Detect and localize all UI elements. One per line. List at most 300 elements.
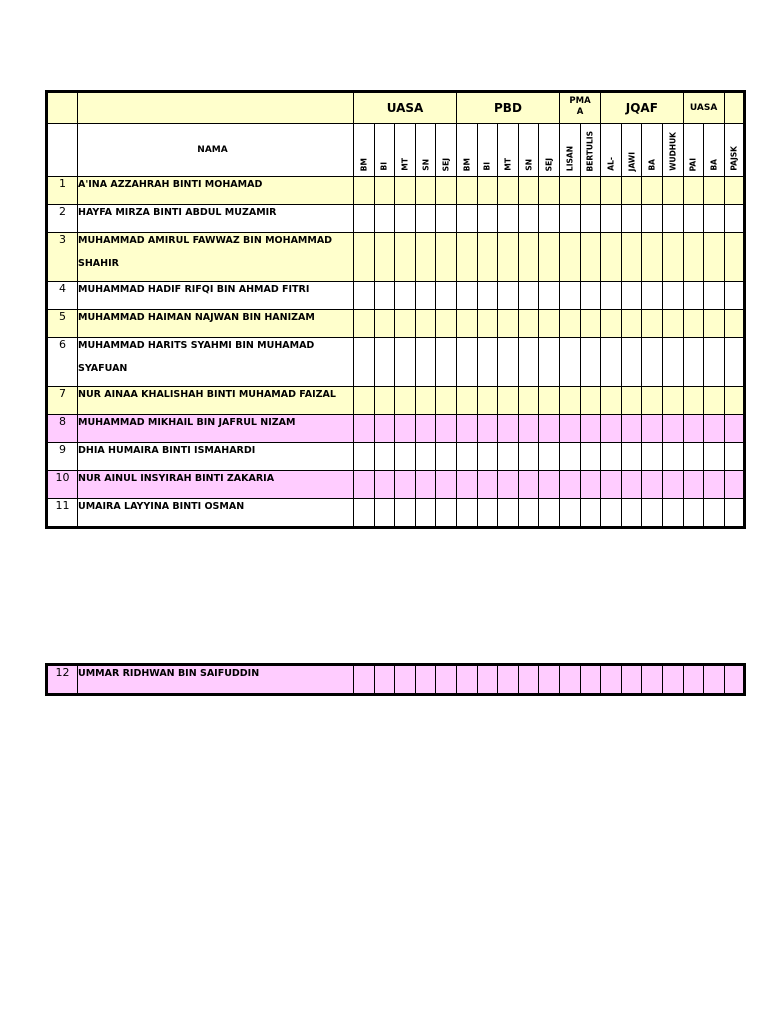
mark-cell[interactable] [436, 471, 457, 499]
mark-cell[interactable] [621, 387, 642, 415]
mark-cell[interactable] [662, 415, 683, 443]
mark-cell[interactable] [580, 471, 601, 499]
mark-cell[interactable] [436, 415, 457, 443]
mark-cell[interactable] [395, 205, 416, 233]
mark-cell[interactable] [498, 471, 519, 499]
mark-cell[interactable] [477, 338, 498, 387]
mark-cell[interactable] [518, 233, 539, 282]
student-name: UMMAR RIDHWAN BIN SAIFUDDIN [78, 668, 260, 679]
mark-cell[interactable] [580, 415, 601, 443]
mark-cell[interactable] [518, 205, 539, 233]
mark-cell[interactable] [601, 233, 622, 282]
student-name-cell [78, 471, 354, 499]
mark-cell[interactable] [415, 443, 436, 471]
mark-cell[interactable] [395, 499, 416, 528]
mark-cell[interactable] [395, 338, 416, 387]
student-name-cell [78, 665, 354, 695]
mark-cell[interactable] [539, 177, 560, 205]
subject-label: BM [359, 157, 369, 171]
mark-cell[interactable] [518, 177, 539, 205]
mark-cell[interactable] [539, 282, 560, 310]
mark-cell[interactable] [642, 499, 663, 528]
student-name-cell [78, 205, 354, 233]
mark-cell[interactable] [662, 471, 683, 499]
student-name-cell [78, 415, 354, 443]
mark-cell[interactable] [456, 310, 477, 338]
mark-cell[interactable] [374, 499, 395, 528]
mark-cell[interactable] [539, 471, 560, 499]
mark-cell[interactable] [704, 338, 725, 387]
mark-cell[interactable] [374, 233, 395, 282]
subject-label: PAI [688, 157, 698, 171]
mark-cell[interactable] [704, 387, 725, 415]
mark-cell[interactable] [724, 415, 744, 443]
subject-header-2 [395, 124, 416, 177]
mark-cell[interactable] [724, 443, 744, 471]
subject-label: PAJSK [728, 146, 738, 171]
mark-cell[interactable] [621, 665, 642, 695]
mark-cell[interactable] [662, 387, 683, 415]
mark-cell[interactable] [395, 415, 416, 443]
mark-cell[interactable] [539, 387, 560, 415]
mark-cell[interactable] [601, 471, 622, 499]
mark-cell[interactable] [539, 205, 560, 233]
mark-cell[interactable] [539, 310, 560, 338]
mark-cell[interactable] [621, 338, 642, 387]
mark-cell[interactable] [354, 177, 375, 205]
row-number: 9 [47, 443, 78, 471]
mark-cell[interactable] [498, 282, 519, 310]
subject-label: SN [420, 159, 430, 171]
mark-cell[interactable] [354, 338, 375, 387]
mark-cell[interactable] [662, 665, 683, 695]
subject-label: JAWI [626, 151, 636, 171]
mark-cell[interactable] [580, 282, 601, 310]
mark-cell[interactable] [704, 233, 725, 282]
mark-cell[interactable] [621, 499, 642, 528]
subject-label: BI [482, 162, 492, 171]
mark-cell[interactable] [354, 387, 375, 415]
mark-cell[interactable] [683, 499, 704, 528]
mark-cell[interactable] [559, 415, 580, 443]
mark-cell[interactable] [518, 282, 539, 310]
row-number: 7 [47, 387, 78, 415]
mark-cell[interactable] [683, 205, 704, 233]
mark-cell[interactable] [354, 443, 375, 471]
mark-cell[interactable] [498, 205, 519, 233]
mark-cell[interactable] [456, 471, 477, 499]
mark-cell[interactable] [683, 310, 704, 338]
mark-cell[interactable] [415, 471, 436, 499]
mark-cell[interactable] [374, 310, 395, 338]
mark-cell[interactable] [498, 177, 519, 205]
mark-cell[interactable] [724, 471, 744, 499]
mark-cell[interactable] [354, 471, 375, 499]
mark-cell[interactable] [580, 338, 601, 387]
mark-cell[interactable] [498, 415, 519, 443]
mark-cell[interactable] [559, 443, 580, 471]
mark-cell[interactable] [374, 443, 395, 471]
mark-cell[interactable] [601, 499, 622, 528]
mark-cell[interactable] [559, 471, 580, 499]
mark-cell[interactable] [456, 233, 477, 282]
mark-cell[interactable] [374, 387, 395, 415]
mark-cell[interactable] [621, 415, 642, 443]
subject-header-15 [662, 124, 683, 177]
mark-cell[interactable] [518, 443, 539, 471]
mark-cell[interactable] [374, 415, 395, 443]
student-name-cell [78, 387, 354, 415]
mark-cell[interactable] [642, 443, 663, 471]
row-number: 5 [47, 310, 78, 338]
mark-cell[interactable] [559, 665, 580, 695]
mark-cell[interactable] [498, 338, 519, 387]
mark-cell[interactable] [456, 415, 477, 443]
mark-cell[interactable] [374, 205, 395, 233]
mark-cell[interactable] [601, 338, 622, 387]
mark-cell[interactable] [436, 499, 457, 528]
mark-cell[interactable] [415, 310, 436, 338]
mark-cell[interactable] [621, 310, 642, 338]
mark-cell[interactable] [498, 310, 519, 338]
mark-cell[interactable] [642, 310, 663, 338]
mark-cell[interactable] [354, 310, 375, 338]
mark-cell[interactable] [395, 387, 416, 415]
student-name: NUR AINUL INSYIRAH BINTI ZAKARIA [78, 473, 275, 484]
student-name-cell [78, 233, 354, 282]
subject-label: BI [379, 162, 389, 171]
mark-cell[interactable] [642, 387, 663, 415]
group-uasa: UASA [354, 92, 457, 124]
mark-cell[interactable] [395, 471, 416, 499]
number-header [47, 124, 78, 177]
mark-cell[interactable] [580, 310, 601, 338]
mark-cell[interactable] [683, 233, 704, 282]
subject-label: LISAN [564, 145, 574, 171]
table-row [47, 282, 745, 310]
mark-cell[interactable] [683, 338, 704, 387]
mark-cell[interactable] [724, 499, 744, 528]
corner-cell [47, 92, 78, 124]
mark-cell[interactable] [456, 443, 477, 471]
mark-cell[interactable] [662, 338, 683, 387]
mark-cell[interactable] [415, 338, 436, 387]
mark-cell[interactable] [642, 205, 663, 233]
mark-cell[interactable] [415, 387, 436, 415]
mark-cell[interactable] [477, 177, 498, 205]
mark-cell[interactable] [395, 310, 416, 338]
row-number: 8 [47, 415, 78, 443]
subject-header-16 [683, 124, 704, 177]
subject-header-17 [704, 124, 725, 177]
mark-cell[interactable] [374, 177, 395, 205]
mark-cell[interactable] [683, 415, 704, 443]
mark-cell[interactable] [559, 387, 580, 415]
mark-cell[interactable] [704, 282, 725, 310]
mark-cell[interactable] [724, 233, 744, 282]
mark-cell[interactable] [477, 310, 498, 338]
mark-cell[interactable] [559, 310, 580, 338]
mark-cell[interactable] [374, 338, 395, 387]
table-row [47, 499, 745, 528]
mark-cell[interactable] [477, 205, 498, 233]
mark-cell[interactable] [559, 233, 580, 282]
row-number: 12 [47, 665, 78, 695]
mark-cell[interactable] [456, 177, 477, 205]
student-name: MUHAMMAD HADIF RIFQI BIN AHMAD FITRI [78, 284, 310, 295]
mark-cell[interactable] [518, 310, 539, 338]
mark-cell[interactable] [601, 415, 622, 443]
table-row [47, 471, 745, 499]
student-name-cell [78, 443, 354, 471]
mark-cell[interactable] [415, 499, 436, 528]
mark-cell[interactable] [518, 499, 539, 528]
mark-cell[interactable] [683, 471, 704, 499]
mark-cell[interactable] [395, 177, 416, 205]
mark-cell[interactable] [539, 665, 560, 695]
mark-cell[interactable] [704, 415, 725, 443]
mark-cell[interactable] [601, 205, 622, 233]
mark-cell[interactable] [354, 282, 375, 310]
mark-cell[interactable] [436, 233, 457, 282]
mark-cell[interactable] [415, 415, 436, 443]
mark-cell[interactable] [415, 233, 436, 282]
mark-cell[interactable] [374, 665, 395, 695]
mark-cell[interactable] [436, 387, 457, 415]
mark-cell[interactable] [518, 338, 539, 387]
mark-cell[interactable] [642, 233, 663, 282]
student-name-cell [78, 338, 354, 387]
mark-cell[interactable] [498, 499, 519, 528]
mark-cell[interactable] [559, 177, 580, 205]
mark-cell[interactable] [539, 233, 560, 282]
mark-cell[interactable] [621, 443, 642, 471]
mark-cell[interactable] [395, 233, 416, 282]
group-pbd: PBD [456, 92, 559, 124]
mark-cell[interactable] [724, 387, 744, 415]
mark-cell[interactable] [354, 415, 375, 443]
row-number: 3 [47, 233, 78, 282]
mark-cell[interactable] [436, 338, 457, 387]
mark-cell[interactable] [642, 471, 663, 499]
mark-cell[interactable] [580, 443, 601, 471]
mark-cell[interactable] [724, 338, 744, 387]
subject-label: SEJ [544, 157, 554, 171]
mark-cell[interactable] [704, 443, 725, 471]
mark-cell[interactable] [621, 471, 642, 499]
mark-cell[interactable] [559, 499, 580, 528]
mark-cell[interactable] [539, 443, 560, 471]
mark-cell[interactable] [456, 205, 477, 233]
mark-cell[interactable] [436, 443, 457, 471]
mark-cell[interactable] [621, 233, 642, 282]
mark-cell[interactable] [580, 233, 601, 282]
mark-cell[interactable] [662, 177, 683, 205]
mark-cell[interactable] [415, 205, 436, 233]
mark-cell[interactable] [498, 233, 519, 282]
mark-cell[interactable] [662, 233, 683, 282]
nama-header: NAMA [78, 124, 354, 177]
mark-cell[interactable] [415, 177, 436, 205]
subject-header-18 [724, 124, 744, 177]
student-name: NUR AINAA KHALISHAH BINTI MUHAMAD FAIZAL [78, 389, 336, 400]
mark-cell[interactable] [518, 665, 539, 695]
mark-cell[interactable] [704, 205, 725, 233]
mark-cell[interactable] [415, 282, 436, 310]
mark-cell[interactable] [580, 205, 601, 233]
mark-cell[interactable] [683, 177, 704, 205]
subject-header-10 [559, 124, 580, 177]
table-row [47, 665, 745, 695]
student-name-cell [78, 499, 354, 528]
mark-cell[interactable] [518, 387, 539, 415]
mark-cell[interactable] [477, 471, 498, 499]
mark-cell[interactable] [477, 233, 498, 282]
mark-cell[interactable] [456, 282, 477, 310]
table-row [47, 415, 745, 443]
mark-cell[interactable] [704, 499, 725, 528]
mark-cell[interactable] [518, 471, 539, 499]
mark-cell[interactable] [601, 282, 622, 310]
mark-cell[interactable] [498, 443, 519, 471]
mark-cell[interactable] [683, 443, 704, 471]
mark-cell[interactable] [662, 310, 683, 338]
subject-header-5 [456, 124, 477, 177]
mark-cell[interactable] [415, 665, 436, 695]
mark-cell[interactable] [456, 338, 477, 387]
mark-cell[interactable] [395, 282, 416, 310]
mark-cell[interactable] [683, 665, 704, 695]
mark-cell[interactable] [374, 471, 395, 499]
mark-cell[interactable] [477, 415, 498, 443]
mark-cell[interactable] [498, 387, 519, 415]
mark-cell[interactable] [683, 387, 704, 415]
mark-cell[interactable] [539, 499, 560, 528]
mark-cell[interactable] [704, 665, 725, 695]
mark-cell[interactable] [621, 205, 642, 233]
mark-cell[interactable] [477, 282, 498, 310]
subject-header-13 [621, 124, 642, 177]
mark-cell[interactable] [477, 387, 498, 415]
mark-cell[interactable] [580, 665, 601, 695]
group-blank [724, 92, 744, 124]
subject-header-12 [601, 124, 622, 177]
mark-cell[interactable] [621, 282, 642, 310]
mark-cell[interactable] [436, 177, 457, 205]
mark-cell[interactable] [374, 282, 395, 310]
mark-cell[interactable] [724, 310, 744, 338]
subject-header-8 [518, 124, 539, 177]
mark-cell[interactable] [559, 205, 580, 233]
mark-cell[interactable] [601, 665, 622, 695]
mark-cell[interactable] [601, 443, 622, 471]
mark-cell[interactable] [395, 665, 416, 695]
mark-cell[interactable] [724, 282, 744, 310]
subject-label: SEJ [441, 157, 451, 171]
row-number: 11 [47, 499, 78, 528]
mark-cell[interactable] [559, 338, 580, 387]
mark-cell[interactable] [580, 499, 601, 528]
mark-cell[interactable] [704, 177, 725, 205]
mark-cell[interactable] [580, 177, 601, 205]
mark-cell[interactable] [436, 310, 457, 338]
subject-label: BM [462, 157, 472, 171]
mark-cell[interactable] [662, 282, 683, 310]
mark-cell[interactable] [477, 499, 498, 528]
mark-cell[interactable] [662, 443, 683, 471]
mark-cell[interactable] [601, 177, 622, 205]
subject-label: MT [400, 158, 410, 171]
mark-cell[interactable] [580, 387, 601, 415]
table-row [47, 310, 745, 338]
mark-cell[interactable] [395, 443, 416, 471]
mark-cell[interactable] [456, 499, 477, 528]
mark-cell[interactable] [436, 205, 457, 233]
subject-header-14 [642, 124, 663, 177]
mark-cell[interactable] [704, 471, 725, 499]
subject-label: AL- [606, 157, 616, 171]
mark-cell[interactable] [354, 499, 375, 528]
mark-cell[interactable] [662, 499, 683, 528]
student-name-cell [78, 177, 354, 205]
mark-cell[interactable] [724, 205, 744, 233]
student-name: DHIA HUMAIRA BINTI ISMAHARDI [78, 445, 256, 456]
group-pmaa-label: PMA A [569, 96, 591, 117]
mark-cell[interactable] [642, 338, 663, 387]
mark-cell[interactable] [724, 177, 744, 205]
mark-cell[interactable] [539, 415, 560, 443]
mark-cell[interactable] [456, 665, 477, 695]
mark-cell[interactable] [683, 282, 704, 310]
subject-header-9 [539, 124, 560, 177]
mark-cell[interactable] [518, 415, 539, 443]
mark-cell[interactable] [601, 310, 622, 338]
mark-cell[interactable] [642, 415, 663, 443]
table-row [47, 205, 745, 233]
mark-cell[interactable] [436, 665, 457, 695]
mark-cell[interactable] [436, 282, 457, 310]
mark-cell[interactable] [642, 177, 663, 205]
table-row [47, 387, 745, 415]
mark-cell[interactable] [354, 205, 375, 233]
mark-cell[interactable] [642, 665, 663, 695]
mark-cell[interactable] [559, 282, 580, 310]
student-name: HAYFA MIRZA BINTI ABDUL MUZAMIR [78, 207, 277, 218]
student-name: A'INA AZZAHRAH BINTI MOHAMAD [78, 179, 263, 190]
student-name: MUHAMMAD AMIRUL FAWWAZ BIN MOHAMMAD SHAHIR [78, 235, 333, 269]
mark-cell[interactable] [621, 177, 642, 205]
mark-cell[interactable] [354, 233, 375, 282]
group-jqaf: JQAF [601, 92, 683, 124]
table-row [47, 233, 745, 282]
mark-cell[interactable] [477, 665, 498, 695]
mark-cell[interactable] [642, 282, 663, 310]
mark-cell[interactable] [724, 665, 744, 695]
row-number: 4 [47, 282, 78, 310]
mark-cell[interactable] [601, 387, 622, 415]
student-table [45, 90, 746, 529]
mark-cell[interactable] [354, 665, 375, 695]
table-row [47, 338, 745, 387]
mark-cell[interactable] [662, 205, 683, 233]
mark-cell[interactable] [477, 443, 498, 471]
name-header-spacer [78, 92, 354, 124]
mark-cell[interactable] [498, 665, 519, 695]
subject-header-0 [354, 124, 375, 177]
mark-cell[interactable] [704, 310, 725, 338]
mark-cell[interactable] [456, 387, 477, 415]
mark-cell[interactable] [539, 338, 560, 387]
